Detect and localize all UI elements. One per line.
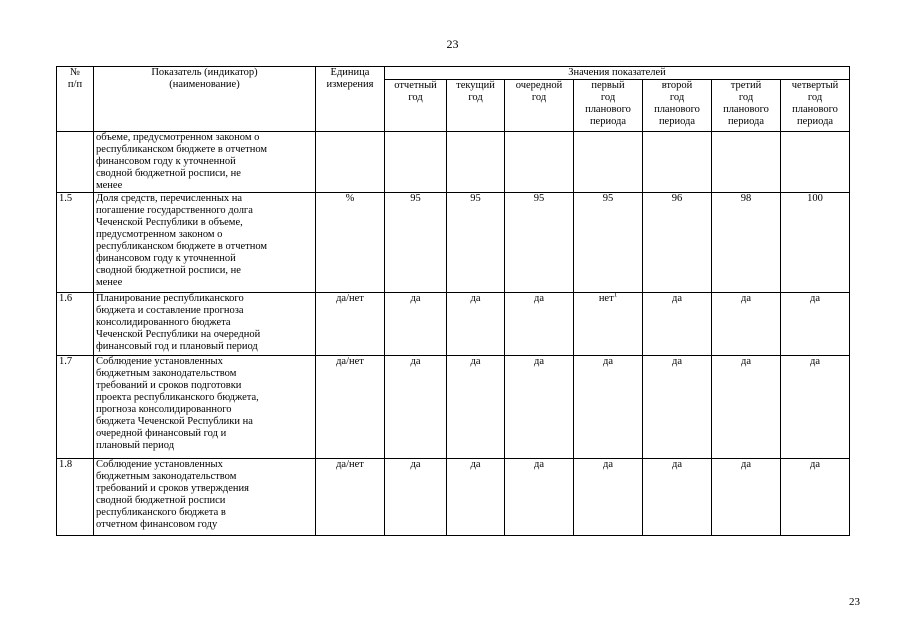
indicator-value-period-6: да bbox=[712, 356, 781, 459]
indicators-table bbox=[56, 66, 850, 536]
row-number: 1.8 bbox=[57, 459, 94, 536]
unit-of-measure: да/нет bbox=[316, 459, 385, 536]
indicator-value-period-1: 95 bbox=[385, 193, 447, 293]
indicator-value-period-4: да bbox=[574, 356, 643, 459]
indicator-value-period-5: да bbox=[643, 293, 712, 356]
row-number: 1.7 bbox=[57, 356, 94, 459]
indicator-value-period-4 bbox=[574, 132, 643, 193]
table-row bbox=[57, 459, 850, 536]
indicator-name: Соблюдение установленных бюджетным законодательством требований и сроков утверждения сводной бюджетной росписи республиканского бюджета в отчетном финансовом году bbox=[94, 459, 316, 536]
indicator-value-period-6: да bbox=[712, 293, 781, 356]
indicator-name: Планирование республиканского бюджета и составление прогноза консолидированного бюджета Чеченской Республики на очередной финансовый год и плановый период bbox=[94, 293, 316, 356]
header-num: № п/п bbox=[57, 67, 94, 132]
indicator-value-period-4: 95 bbox=[574, 193, 643, 293]
indicator-value-period-4: да bbox=[574, 459, 643, 536]
indicator-value-period-3: да bbox=[505, 293, 574, 356]
indicator-value-period-2 bbox=[447, 132, 505, 193]
indicator-value-period-5: 96 bbox=[643, 193, 712, 293]
indicator-value-period-5 bbox=[643, 132, 712, 193]
indicator-name: объеме, предусмотренном законом о республиканском бюджете в отчетном финансовом году к уточненной сводной бюджетной росписи, не менее bbox=[94, 132, 316, 193]
header-values-group: Значения показателей bbox=[385, 67, 850, 80]
header-period-5: второй год планового периода bbox=[643, 80, 712, 132]
header-indicator: Показатель (индикатор) (наименование) bbox=[94, 67, 316, 132]
header-period-1: отчетный год bbox=[385, 80, 447, 132]
indicator-value-period-2: 95 bbox=[447, 193, 505, 293]
indicator-value-period-6 bbox=[712, 132, 781, 193]
page-number-bottom: 23 bbox=[849, 596, 860, 608]
indicator-value-period-7: 100 bbox=[781, 193, 850, 293]
table-row bbox=[57, 132, 850, 193]
indicator-name: Соблюдение установленных бюджетным законодательством требований и сроков подготовки проекта республиканского бюджета, прогноза консолидированного бюджета Чеченской Республики на очередной финансовый год и плановый период bbox=[94, 356, 316, 459]
indicator-value-period-3: 95 bbox=[505, 193, 574, 293]
unit-of-measure: да/нет bbox=[316, 293, 385, 356]
indicator-value-period-4 bbox=[574, 293, 643, 356]
indicator-value-period-3: да bbox=[505, 356, 574, 459]
footnote-mark: 1 bbox=[613, 292, 618, 299]
indicator-name: Доля средств, перечисленных на погашение государственного долга Чеченской Республики в объеме, предусмотренном законом о республиканском бюджете в отчетном финансовом году к уточненной сводной бюджетной росписи, не менее bbox=[94, 193, 316, 293]
indicator-value-period-7: да bbox=[781, 459, 850, 536]
indicator-value-period-6: да bbox=[712, 459, 781, 536]
indicator-value-period-7 bbox=[781, 132, 850, 193]
table-row bbox=[57, 293, 850, 356]
indicator-value-period-5: да bbox=[643, 459, 712, 536]
indicator-value-period-7: да bbox=[781, 293, 850, 356]
header-period-3: очередной год bbox=[505, 80, 574, 132]
indicator-value-period-1: да bbox=[385, 459, 447, 536]
indicator-value-period-1 bbox=[385, 132, 447, 193]
indicator-value-text: нет bbox=[598, 293, 614, 304]
row-number bbox=[57, 132, 94, 193]
indicator-value-period-2: да bbox=[447, 356, 505, 459]
indicator-value-period-1: да bbox=[385, 356, 447, 459]
header-period-6: третий год планового периода bbox=[712, 80, 781, 132]
header-unit: Единица измерения bbox=[316, 67, 385, 132]
indicator-value-period-7: да bbox=[781, 356, 850, 459]
unit-of-measure bbox=[316, 132, 385, 193]
row-number: 1.5 bbox=[57, 193, 94, 293]
page-number-top: 23 bbox=[446, 37, 459, 51]
indicator-value-period-6: 98 bbox=[712, 193, 781, 293]
indicator-value-period-3 bbox=[505, 132, 574, 193]
indicator-value-period-3: да bbox=[505, 459, 574, 536]
unit-of-measure: да/нет bbox=[316, 356, 385, 459]
table-row bbox=[57, 356, 850, 459]
indicator-value-period-1: да bbox=[385, 293, 447, 356]
table-row bbox=[57, 193, 850, 293]
unit-of-measure: % bbox=[316, 193, 385, 293]
indicator-value-period-2: да bbox=[447, 459, 505, 536]
header-period-7: четвертый год планового периода bbox=[781, 80, 850, 132]
indicator-value-period-2: да bbox=[447, 293, 505, 356]
header-period-2: текущий год bbox=[447, 80, 505, 132]
indicator-value-period-5: да bbox=[643, 356, 712, 459]
row-number: 1.6 bbox=[57, 293, 94, 356]
header-period-4: первый год планового периода bbox=[574, 80, 643, 132]
